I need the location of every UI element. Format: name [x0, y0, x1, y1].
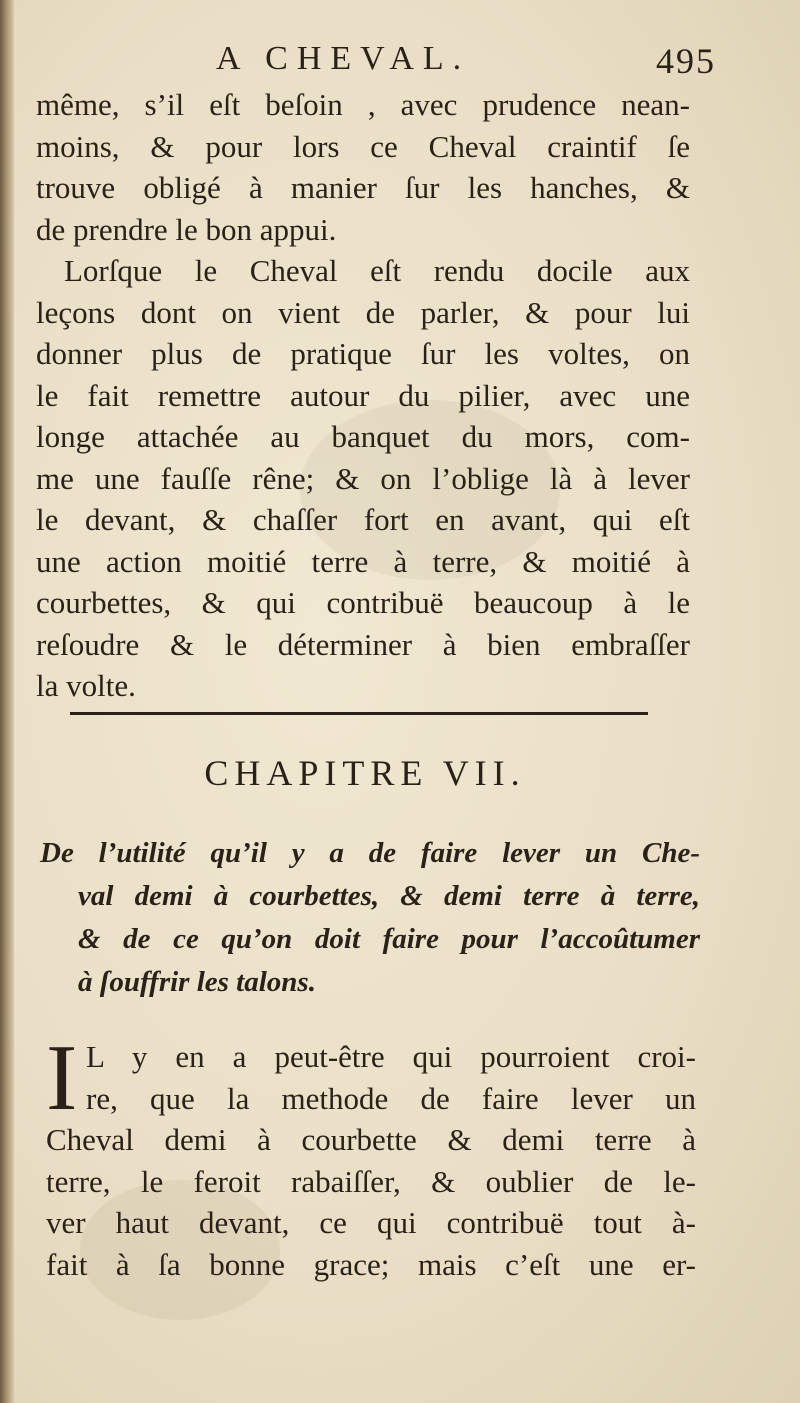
- text-line: même, s’il eſt beſoin , avec prudence nean-: [36, 87, 690, 122]
- text-line: ver haut devant, ce qui contribuë tout à-: [46, 1205, 696, 1240]
- text-line: donner plus de pratique ſur les voltes, on: [36, 336, 690, 371]
- text-line: me une fauſſe rêne; & on l’oblige là à lever: [36, 460, 690, 496]
- chapter-divider-rule: [70, 712, 648, 715]
- subtitle-line: De l’utilité qu’il y a de faire lever un Che-: [40, 837, 700, 869]
- page-binding-edge: [0, 0, 14, 1403]
- running-head: A CHEVAL.: [216, 40, 471, 77]
- text-line: reſoudre & le déterminer à bien embraſſer: [36, 626, 690, 662]
- subtitle-line: à ſouffrir les talons.: [78, 966, 316, 998]
- text-line: L y en a peut-être qui pourroient croi-: [86, 1039, 696, 1074]
- text-line: le fait remettre autour du pilier, avec une: [36, 377, 690, 413]
- text-line: terre, le feroit rabaiſſer, & oublier de le-: [46, 1163, 696, 1199]
- text-line: trouve obligé à manier ſur les hanches, &: [36, 170, 690, 205]
- chapter-subtitle: [40, 832, 700, 1004]
- text-line: leçons dont on vient de parler, & pour lui: [36, 294, 690, 330]
- chapter-title: CHAPITRE VII.: [204, 753, 526, 793]
- text-line: courbettes, & qui contribuë beaucoup à le: [36, 585, 690, 620]
- paragraph-continued: [36, 84, 690, 250]
- subtitle-line: val demi à courbettes, & demi terre à terre,: [78, 880, 700, 912]
- text-line: la volte.: [36, 668, 136, 703]
- text-line: longe attachée au banquet du mors, com-: [36, 419, 690, 454]
- text-block-top: [36, 84, 690, 707]
- text-line: re, que la methode de faire lever un: [86, 1080, 696, 1116]
- text-line: fait à ſa bonne grace; mais c’eſt une er-: [46, 1246, 696, 1282]
- paragraph-lorsque: [36, 250, 690, 707]
- chapter-body: [46, 1026, 696, 1285]
- text-line: moins, & pour lors ce Cheval craintif ſe: [36, 128, 690, 164]
- page-header: [36, 40, 716, 90]
- text-line: Cheval demi à courbette & demi terre à: [46, 1122, 696, 1157]
- text-line: une action moitié terre à terre, & moitié à: [36, 543, 690, 579]
- subtitle-line: & de ce qu’on doit faire pour l’accoûtumer: [78, 923, 700, 955]
- text-line: Lorſque le Cheval eſt rendu docile aux: [64, 253, 690, 288]
- drop-cap: I: [46, 1026, 78, 1130]
- page-number: 495: [656, 41, 716, 81]
- text-line: le devant, & chaſſer fort en avant, qui eſt: [36, 502, 690, 537]
- text-line: de prendre le bon appui.: [36, 211, 337, 247]
